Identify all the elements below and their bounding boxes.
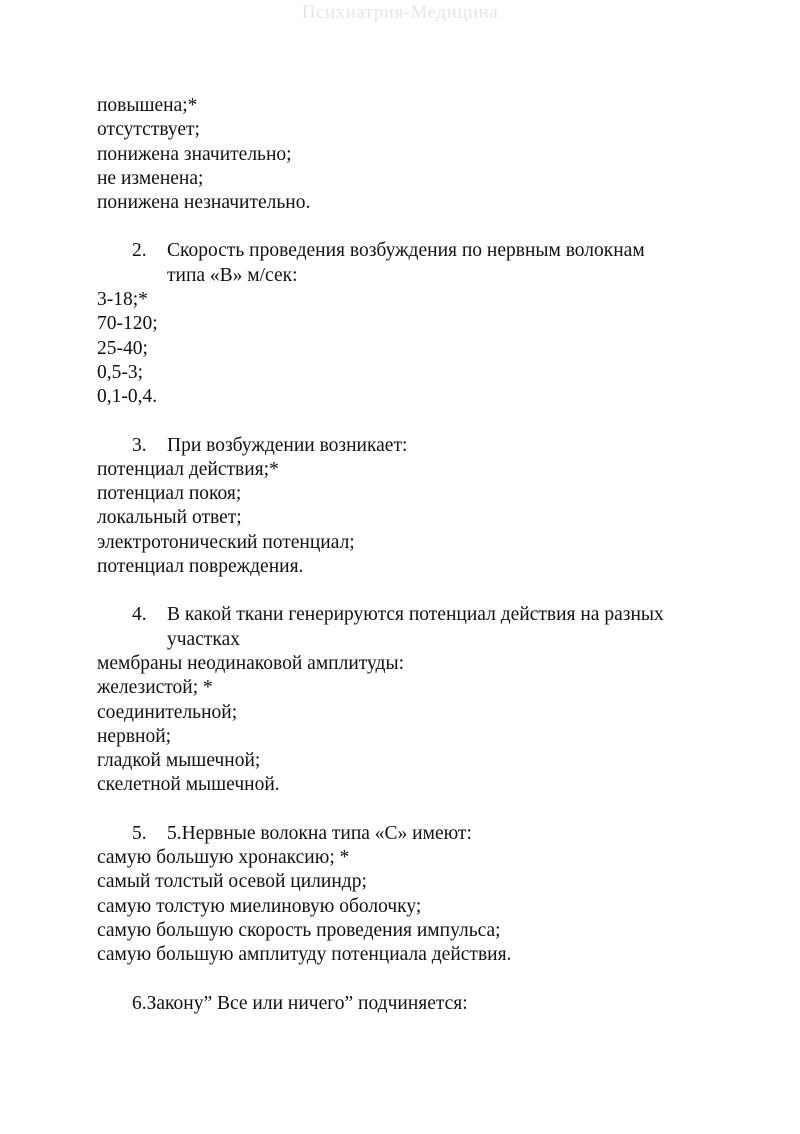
question-number: 2. — [132, 240, 147, 262]
question-text: типа «В» м/сек: — [167, 264, 298, 286]
answer-option: гладкой мышечной; — [97, 750, 261, 772]
answer-option: 0,1-0,4. — [97, 386, 158, 408]
answer-option: самый толстый осевой цилиндр; — [97, 871, 367, 893]
answer-list — [97, 288, 737, 409]
question-2 — [97, 239, 737, 288]
question-text: В какой ткани генерируются потенциал действия на разных — [167, 604, 664, 626]
question-6: 6.Закону” Все или ничего” подчиняется: — [132, 992, 468, 1014]
answer-option: понижена значительно; — [97, 143, 292, 165]
question-4 — [97, 603, 737, 652]
answer-option: 3-18;* — [97, 289, 148, 311]
question-3 — [97, 434, 737, 458]
answer-option: 0,5-3; — [97, 361, 144, 383]
answer-option: потенциал действия;* — [97, 458, 279, 480]
answer-option: скелетной мышечной. — [97, 774, 280, 796]
answer-option: соединительной; — [97, 701, 238, 723]
answer-list — [97, 846, 737, 967]
answer-option: самую толстую миелиновую оболочку; — [97, 895, 422, 917]
answer-option: отсутствует; — [97, 119, 200, 141]
question-number: 5. — [132, 822, 147, 844]
question-number: 4. — [132, 604, 147, 626]
answer-option: 25-40; — [97, 337, 148, 359]
question-5 — [97, 822, 737, 846]
answer-option: мембраны неодинаковой амплитуды: — [97, 652, 404, 674]
document-body — [97, 94, 737, 1016]
answer-option: нервной; — [97, 725, 172, 747]
answer-option: самую большую скорость проведения импульса; — [97, 919, 501, 941]
answer-list — [97, 652, 737, 798]
answer-option: не изменена; — [97, 167, 204, 189]
question-text: Скорость проведения возбуждения по нервным волокнам — [167, 240, 645, 262]
answer-option: самую большую амплитуду потенциала действия. — [97, 944, 512, 966]
answer-option: локальный ответ; — [97, 507, 242, 529]
question-number: 3. — [132, 434, 147, 456]
answer-list — [97, 94, 737, 215]
question-text: участках — [167, 628, 240, 650]
answer-option: железистой; * — [97, 677, 213, 699]
answer-option: электротонический потенциал; — [97, 531, 355, 553]
question-text: 5.Нервные волокна типа «С» имеют: — [167, 822, 472, 844]
answer-option: потенциал повреждения. — [97, 556, 304, 578]
question-text: При возбуждении возникает: — [167, 434, 408, 456]
answer-list — [97, 458, 737, 579]
answer-option: 70-120; — [97, 313, 158, 335]
answer-option: самую большую хронаксию; * — [97, 847, 350, 869]
answer-option: повышена;* — [97, 95, 198, 116]
answer-option: потенциал покоя; — [97, 483, 242, 505]
answer-option: понижена незначительно. — [97, 192, 311, 214]
watermark-text: Психиатрия-Медицина — [301, 2, 499, 23]
